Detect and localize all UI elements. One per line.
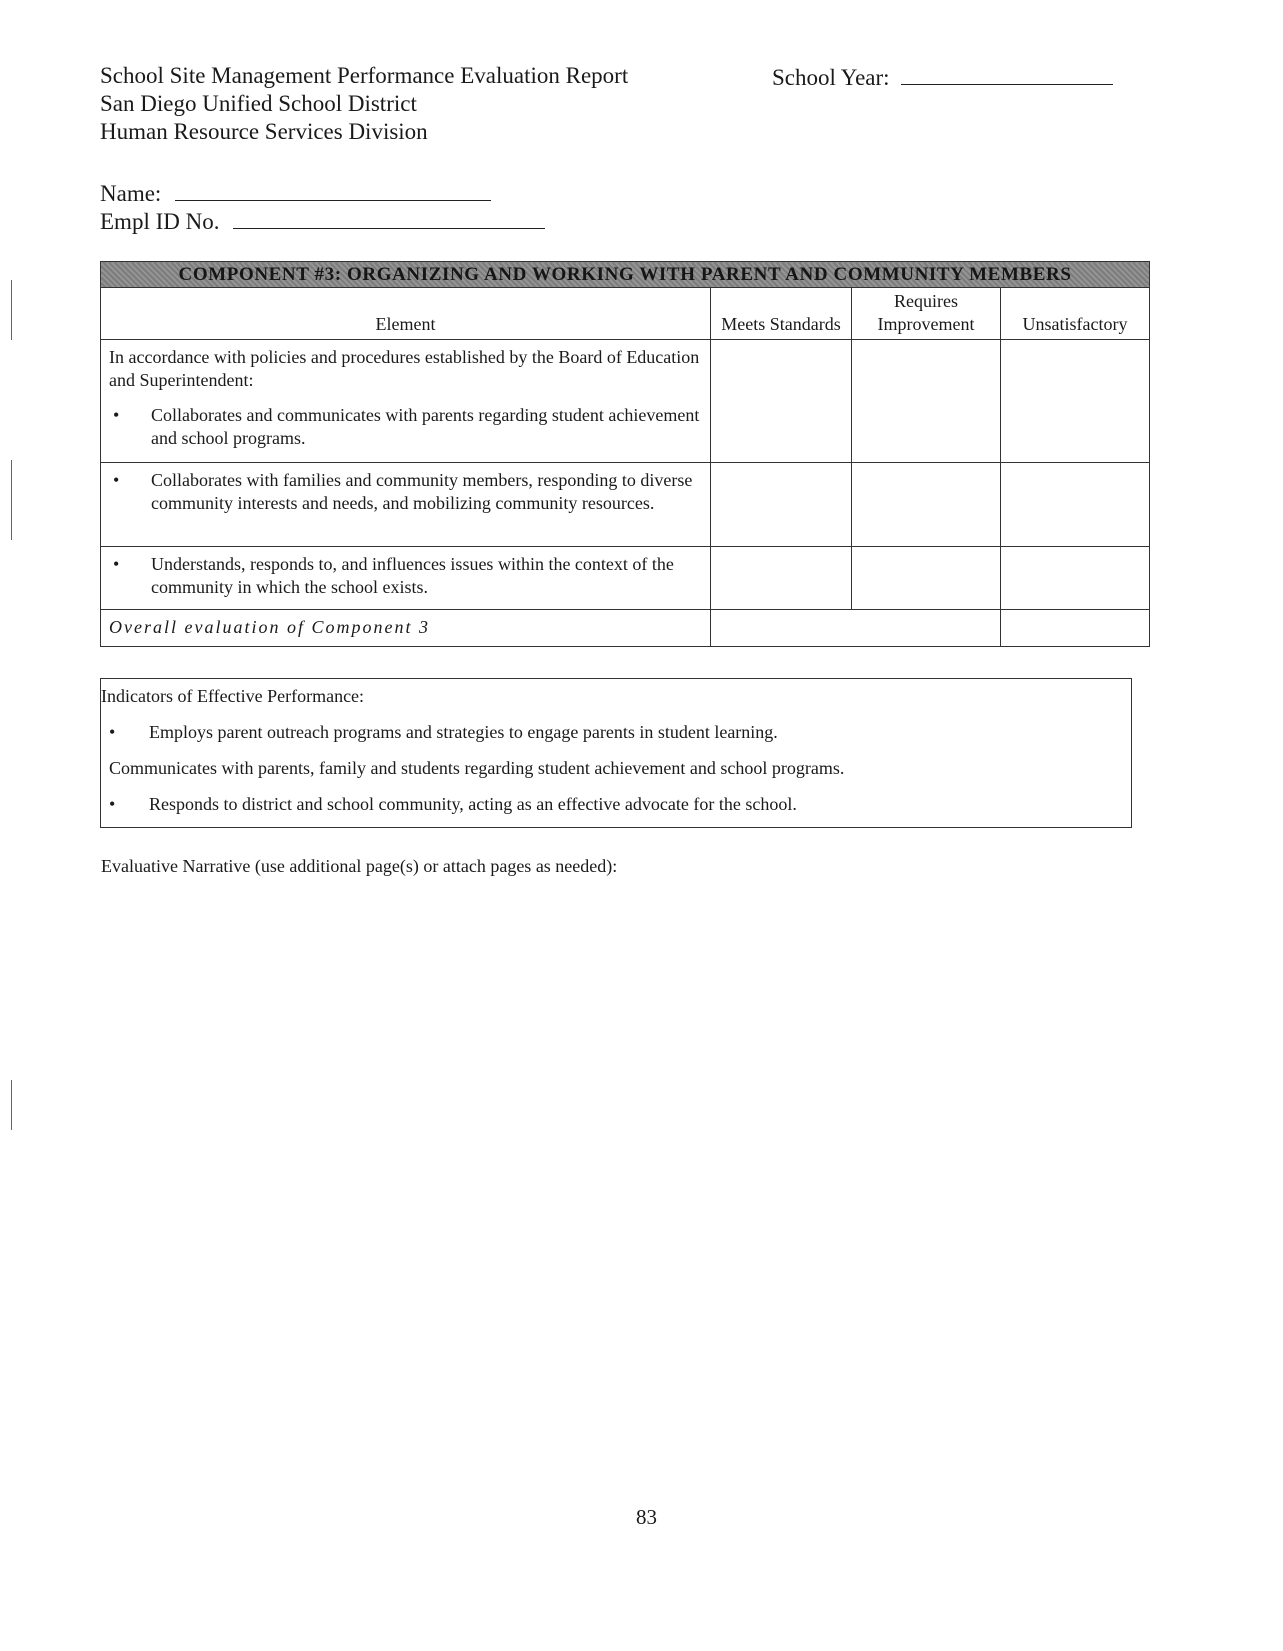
page-number: 83 xyxy=(636,1505,657,1529)
indicators-title: Indicators of Effective Performance: xyxy=(101,686,365,706)
empl-id-label: Empl ID No. xyxy=(100,209,220,234)
scan-margin-mark xyxy=(11,1080,12,1130)
meets-standards-cell[interactable] xyxy=(711,340,852,463)
bullet-icon: • xyxy=(113,405,120,425)
meets-standards-column-header: Meets Standards xyxy=(711,288,852,340)
name-field xyxy=(100,178,491,208)
element-text: Collaborates and communicates with parents regarding student achievement and school programs. xyxy=(151,405,700,448)
column-header-row xyxy=(101,288,1150,340)
requires-improvement-column-header: Requires Improvement xyxy=(852,288,1001,340)
component-table xyxy=(100,261,1150,647)
list-item xyxy=(109,553,704,599)
meets-standards-cell[interactable] xyxy=(711,547,852,610)
scan-margin-mark xyxy=(11,460,12,540)
school-year-label: School Year: xyxy=(772,65,890,90)
unsatisfactory-cell[interactable] xyxy=(1001,340,1150,463)
narrative-label: Evaluative Narrative (use additional page(s) or attach pages as needed): xyxy=(101,856,618,876)
district-name: San Diego Unified School District xyxy=(100,91,417,116)
indicator-item: Employs parent outreach programs and strategies to engage parents in student learning. xyxy=(149,722,778,742)
overall-row xyxy=(101,610,1150,647)
overall-evaluation-label: Overall evaluation of Component 3 xyxy=(101,610,711,647)
meets-standards-cell[interactable] xyxy=(711,463,852,547)
requires-improvement-cell[interactable] xyxy=(852,463,1001,547)
intro-text: In accordance with policies and procedures established by the Board of Education and Superintendent: xyxy=(109,347,700,390)
element-cell xyxy=(101,463,711,547)
division-name: Human Resource Services Division xyxy=(100,119,428,144)
overall-rating-cell[interactable] xyxy=(711,610,1001,647)
list-item xyxy=(109,404,704,450)
school-year-field xyxy=(772,62,1113,92)
element-column-header: Element xyxy=(101,288,711,340)
indicator-item: Communicates with parents, family and students regarding student achievement and school programs. xyxy=(109,758,845,778)
component-banner: COMPONENT #3: ORGANIZING AND WORKING WITH PARENT AND COMMUNITY MEMBERS xyxy=(101,262,1150,288)
requires-improvement-cell[interactable] xyxy=(852,547,1001,610)
list-item xyxy=(109,469,704,515)
unsatisfactory-cell[interactable] xyxy=(1001,547,1150,610)
school-year-blank[interactable] xyxy=(901,62,1113,85)
bullet-icon: • xyxy=(109,722,116,742)
empl-id-blank[interactable] xyxy=(233,206,545,229)
overall-unsatisfactory-cell[interactable] xyxy=(1001,610,1150,647)
report-title: School Site Management Performance Evaluation Report xyxy=(100,63,629,88)
bullet-icon: • xyxy=(113,554,120,574)
bullet-icon: • xyxy=(109,794,116,814)
indicators-box xyxy=(100,678,1132,828)
element-text: Understands, responds to, and influences issues within the context of the community in which the school exists. xyxy=(151,554,674,597)
empl-id-field xyxy=(100,206,545,236)
scan-margin-mark xyxy=(11,280,12,340)
unsatisfactory-cell[interactable] xyxy=(1001,463,1150,547)
element-cell xyxy=(101,547,711,610)
element-text: Collaborates with families and community members, responding to diverse community interests and needs, and mobilizing community resources. xyxy=(151,470,693,513)
name-blank[interactable] xyxy=(175,178,491,201)
name-label: Name: xyxy=(100,181,162,206)
element-row xyxy=(101,463,1150,547)
bullet-icon: • xyxy=(113,470,120,490)
element-row xyxy=(101,340,1150,463)
unsatisfactory-column-header: Unsatisfactory xyxy=(1001,288,1150,340)
element-cell xyxy=(101,340,711,463)
indicator-item: Responds to district and school community, acting as an effective advocate for the school. xyxy=(149,794,797,814)
element-row xyxy=(101,547,1150,610)
requires-improvement-cell[interactable] xyxy=(852,340,1001,463)
